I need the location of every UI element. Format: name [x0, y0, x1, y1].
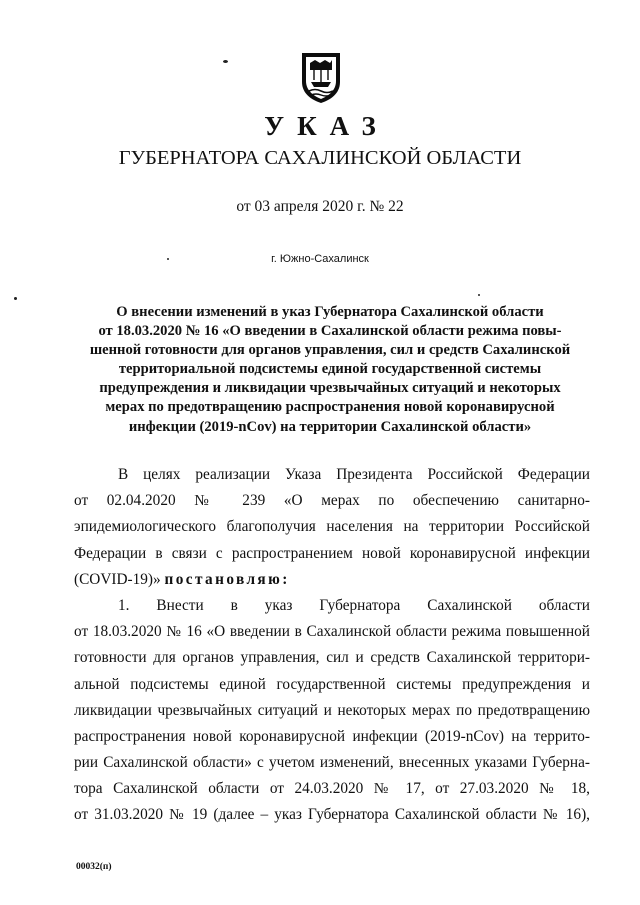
heading-line: мерах по предотвращению распространения новой коронавирусной: [105, 399, 555, 416]
heading-line: О внесении изменений в указ Губернатора Сахалинской области: [116, 304, 544, 320]
scan-speck: [478, 294, 480, 296]
paragraph-2-line: готовности для органов управления, сил и средств Сахалинской территори-: [74, 649, 590, 667]
decree-body: [74, 462, 590, 829]
paragraph-2-line: от 31.03.2020 № 19 (далее – указ Губернатора Сахалинской области № 16),: [74, 806, 590, 824]
paragraph-2-line: распространения новой коронавирусной инфекции (2019-nCov) на террито-: [74, 727, 590, 745]
paragraph-2-line: ликвидации чрезвычайных ситуаций и некоторых мерах по предотвращению: [74, 701, 590, 719]
paragraph-1-line: от 02.04.2020 № 239 «О мерах по обеспечению санитарно-: [74, 492, 590, 510]
scan-speck: [14, 297, 17, 300]
paragraph-2-line: 1. Внести в указ Губернатора Сахалинской области: [118, 596, 590, 614]
paragraph-1-last-line: [74, 567, 590, 593]
paragraph-1-line: В целях реализации Указа Президента Российской Федерации: [118, 466, 590, 483]
paragraph-2-line: альной подсистемы единой государственной системы предупреждения и: [74, 675, 590, 693]
form-code: 00032(п): [76, 862, 112, 872]
heading-line: инфекции (2019-nCov) на территории Сахалинской области»: [128, 418, 532, 435]
paragraph-1-tail: (COVID-19)»: [74, 570, 165, 588]
paragraph-1-line: эпидемиологического благополучия населения на территории Российской: [74, 518, 590, 536]
scan-speck: [223, 60, 228, 63]
resolution-keyword: постановляю:: [164, 570, 290, 588]
decree-title: УКАЗ: [264, 111, 389, 141]
issue-city: г. Южно-Сахалинск: [271, 253, 369, 265]
paragraph-2-line: тора Сахалинской области от 24.03.2020 № 17, от 27.03.2020 № 18,: [74, 780, 590, 798]
paragraph-2-line: от 18.03.2020 № 16 «О введении в Сахалинской области режима повышенной: [74, 623, 590, 641]
heading-line: территориальной подсистемы единой государственной системы: [118, 361, 542, 378]
coat-of-arms-icon: [299, 50, 343, 104]
heading-line: от 18.03.2020 № 16 «О введении в Сахалинской области режима повы-: [98, 323, 562, 340]
decree-heading: [60, 303, 600, 437]
heading-line: шенной готовности для органов управления, сил и средств Сахалинской: [89, 342, 571, 359]
paragraph-2-line: рии Сахалинской области» с учетом изменений, внесенных указами Губерна-: [74, 754, 590, 772]
heading-line: предупреждения и ликвидации чрезвычайных ситуаций и некоторых: [99, 380, 561, 397]
paragraph-1-line: Федерации в связи с распространением новой коронавирусной инфекции: [74, 544, 590, 562]
issuer-title: ГУБЕРНАТОРА САХАЛИНСКОЙ ОБЛАСТИ: [118, 147, 522, 169]
decree-date-number: от 03 апреля 2020 г. № 22: [236, 198, 404, 215]
